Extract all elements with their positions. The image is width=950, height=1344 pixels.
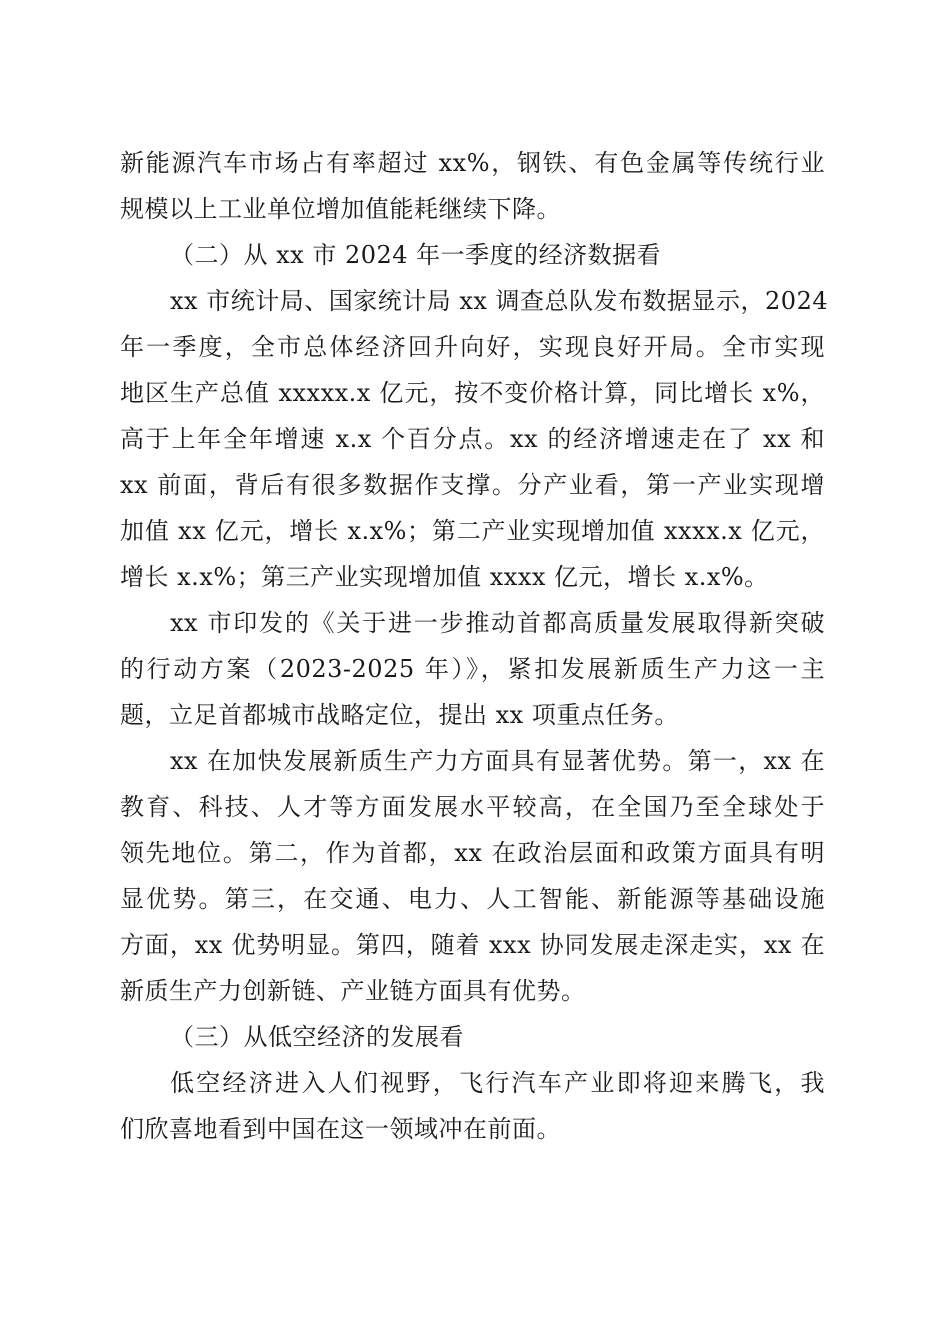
section-heading xyxy=(120,232,825,278)
text-line: 题，立足首都城市战略定位，提出 xx 项重点任务。 xyxy=(120,701,679,729)
text-line: 显优势。第三，在交通、电力、人工智能、新能源等基础设施 xyxy=(120,885,825,913)
heading-text: （三）从低空经济的发展看 xyxy=(170,1023,464,1051)
text-line: 们欣喜地看到中国在这一领域冲在前面。 xyxy=(120,1115,561,1143)
text-line: xx 在加快发展新质生产力方面具有显著优势。第一，xx 在 xyxy=(170,747,825,775)
text-line: 新质生产力创新链、产业链方面具有优势。 xyxy=(120,977,586,1005)
text-line: 高于上年全年增速 x.x 个百分点。xx 的经济增速走在了 xx 和 xyxy=(120,425,825,453)
text-line: 年一季度，全市总体经济回升向好，实现良好开局。全市实现 xyxy=(120,333,825,361)
text-line: 加值 xx 亿元，增长 x.x%；第二产业实现增加值 xxxx.x 亿元， xyxy=(120,517,825,545)
text-line: 低空经济进入人们视野，飞行汽车产业即将迎来腾飞，我 xyxy=(170,1069,825,1097)
text-line: 新能源汽车市场占有率超过 xx%，钢铁、有色金属等传统行业 xyxy=(120,149,825,177)
paragraph xyxy=(120,738,825,1014)
text-line: 的行动方案（2023-2025 年）》，紧扣发展新质生产力这一主 xyxy=(120,655,825,683)
text-line: 规模以上工业单位增加值能耗继续下降。 xyxy=(120,195,561,223)
text-line: 领先地位。第二，作为首都，xx 在政治层面和政策方面具有明 xyxy=(120,839,825,867)
section-heading xyxy=(120,1014,825,1060)
text-line: 地区生产总值 xxxxx.x 亿元，按不变价格计算，同比增长 x%， xyxy=(120,379,825,407)
heading-text: （二）从 xx 市 2024 年一季度的经济数据看 xyxy=(170,241,662,269)
text-line: 教育、科技、人才等方面发展水平较高，在全国乃至全球处于 xyxy=(120,793,825,821)
paragraph xyxy=(120,600,825,738)
text-line: xx 市印发的《关于进一步推动首都高质量发展取得新突破 xyxy=(170,609,825,637)
text-line: 方面，xx 优势明显。第四，随着 xxx 协同发展走深走实，xx 在 xyxy=(120,931,825,959)
text-line: xx 前面，背后有很多数据作支撑。分产业看，第一产业实现增 xyxy=(120,471,825,499)
text-line: xx 市统计局、国家统计局 xx 调查总队发布数据显示，2024 xyxy=(170,287,829,315)
paragraph xyxy=(120,278,829,600)
paragraph xyxy=(120,1060,825,1152)
paragraph xyxy=(120,140,825,232)
document-page xyxy=(120,140,829,1152)
text-line: 增长 x.x%；第三产业实现增加值 xxxx 亿元，增长 x.x%。 xyxy=(120,563,769,591)
